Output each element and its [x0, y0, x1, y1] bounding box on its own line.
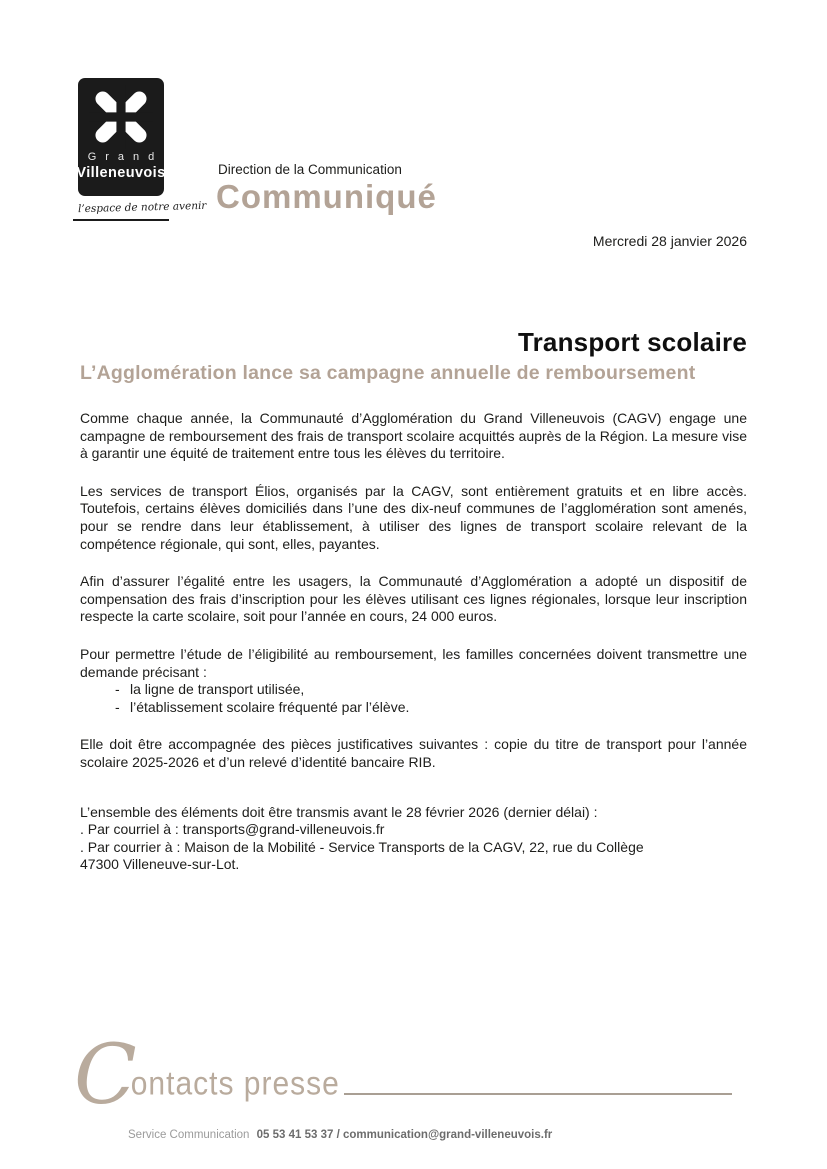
list-item-text: l’établissement scolaire fréquenté par l’élève. [130, 698, 410, 715]
deadline-postal-1: . Par courrier à : Maison de la Mobilité - Service Transports de la CAGV, 22, rue du Collège [80, 838, 644, 855]
contacts-presse-banner [74, 1028, 732, 1123]
list-item [80, 681, 747, 699]
requirements-list [80, 681, 747, 716]
page-title: Transport scolaire [517, 327, 747, 357]
headline [80, 327, 747, 385]
deadline-intro: L’ensemble des éléments doit être transmis avant le 28 février 2026 (dernier délai) : [80, 803, 598, 820]
department-label: Direction de la Communication [218, 162, 402, 177]
logo [76, 78, 207, 221]
list-intro: Pour permettre l’étude de l’éligibilité au remboursement, les familles concernées doivent transmettre une demande précisant : [80, 645, 747, 680]
list-dash-marker: - [115, 681, 120, 698]
list-item [80, 699, 747, 717]
date: Mercredi 28 janvier 2026 [592, 233, 747, 249]
deadline-email: . Par courriel à : transports@grand-villeneuvois.fr [80, 821, 385, 838]
logo-box [78, 78, 164, 196]
contacts-rule [344, 1093, 732, 1095]
footer-contact-line [128, 1129, 552, 1141]
contacts-presse-label: ontacts presse [130, 1065, 340, 1103]
paragraph-elios: Les services de transport Élios, organisés par la CAGV, sont entièrement gratuits et en libre accès. Toutefois, certains élèves domiciliés dans l’une des dix-neuf communes de l’agglomération sont amenés, pour se rendre dans leur établissement, à utiliser des lignes de transport scolaire relevant de la compétence régionale, qui sont, elles, payantes. [80, 482, 747, 552]
list-dash-marker: - [115, 698, 120, 715]
page-subtitle: L’Agglomération lance sa campagne annuelle de remboursement [80, 362, 696, 384]
logo-rule [73, 219, 169, 221]
paragraph-dispositif: Afin d’assurer l’égalité entre les usagers, la Communauté d’Agglomération a adopté un dispositif de compensation des frais d’inscription pour les élèves utilisant ces lignes régionales, lorsque leur inscription respecte la carte scolaire, soit pour l’année en cours, 24 000 euros. [80, 573, 747, 625]
logo-brand-grand: Grand [87, 151, 164, 163]
footer-service-label: Service Communication [128, 1129, 250, 1141]
paragraph-documents: Elle doit être accompagnée des pièces justificatives suivantes : copie du titre de transport pour l’année scolaire 2025-2026 et d’un relevé d’identité bancaire RIB. [80, 736, 747, 770]
deadline-block [80, 804, 747, 874]
contacts-initial-c: C [74, 1028, 137, 1123]
footer-contact-details: 05 53 41 53 37 / communication@grand-villeneuvois.fr [256, 1129, 553, 1141]
document-type-heading: Communiqué [216, 178, 437, 215]
list-item-text: la ligne de transport utilisée, [130, 681, 305, 698]
logo-tagline: l’espace de notre avenir [77, 199, 207, 216]
x-mark-icon [89, 85, 153, 149]
paragraph-intro: Comme chaque année, la Communauté d’Agglomération du Grand Villeneuvois (CAGV) engage une campagne de remboursement des frais de transport scolaire acquittés auprès de la Région. La mesure vise à garantir une équité de traitement entre tous les élèves du territoire. [80, 410, 747, 462]
body-text [80, 410, 747, 874]
deadline-postal-2: 47300 Villeneuve-sur-Lot. [80, 856, 240, 873]
logo-brand-villeneuvois: Villeneuvois [76, 165, 166, 181]
